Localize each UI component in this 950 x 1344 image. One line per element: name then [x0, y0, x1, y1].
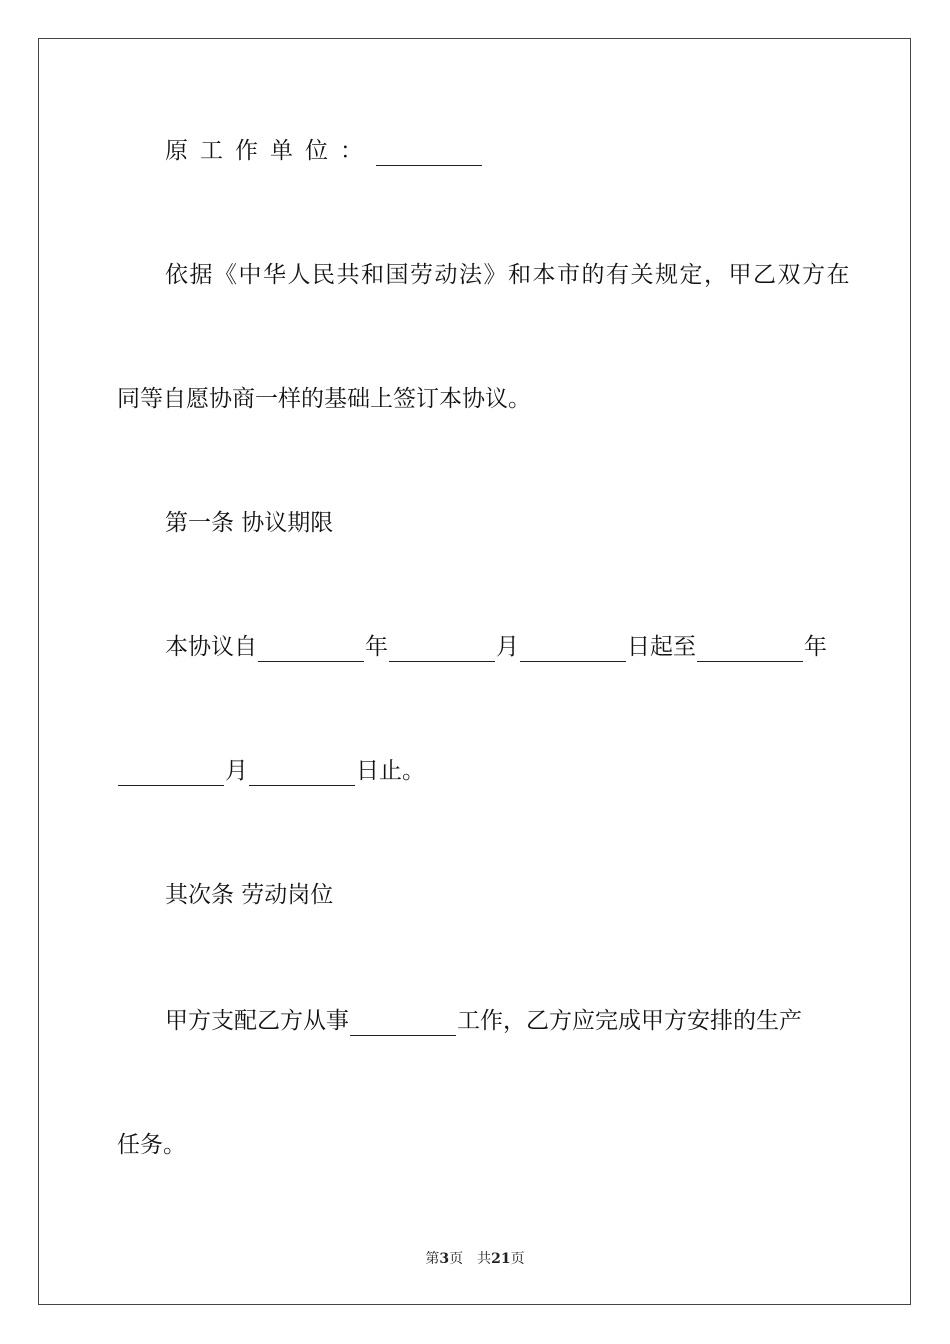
job-end: 任务。 [117, 1132, 186, 1158]
start-day-blank[interactable] [520, 635, 626, 662]
term-day-end-label: 日止。 [356, 758, 425, 784]
page-footer [0, 1248, 950, 1268]
term-start-prefix: 本协议自 [165, 634, 257, 660]
page-prefix: 第 [425, 1251, 440, 1267]
original-unit-line [165, 136, 483, 166]
end-year-blank[interactable] [697, 635, 803, 662]
page-unit: 页 [449, 1251, 464, 1267]
basis-text-1: 依据《中华人民共和国劳动法》和本市的有关规定，甲乙双方在 [165, 262, 851, 288]
term-year2-label: 年 [804, 634, 827, 660]
article2-heading [165, 880, 333, 910]
article1-title: 第一条 协议期限 [165, 510, 334, 536]
term-month-label: 月 [496, 634, 519, 660]
term-line-1 [165, 632, 827, 662]
original-unit-blank[interactable] [376, 139, 482, 166]
basis-text-2: 同等自愿协商一样的基础上签订本协议。 [117, 386, 531, 412]
article1-heading [165, 508, 333, 538]
end-day-blank[interactable] [249, 759, 355, 786]
page-total: 21 [491, 1251, 511, 1267]
original-unit-label: 原工作单位： [165, 138, 375, 164]
total-unit: 页 [510, 1251, 525, 1267]
term-day-from-label: 日起至 [627, 634, 696, 660]
job-suffix: 工作，乙方应完成甲方安排的生产 [457, 1008, 802, 1034]
term-month2-label: 月 [225, 758, 248, 784]
page-current: 3 [439, 1251, 450, 1267]
job-blank[interactable] [350, 1009, 456, 1036]
page-border [38, 38, 911, 1305]
end-month-blank[interactable] [118, 759, 224, 786]
job-line-2 [117, 1130, 186, 1160]
job-prefix: 甲方支配乙方从事 [165, 1008, 349, 1034]
term-year-label: 年 [365, 634, 388, 660]
job-line-1 [165, 1006, 802, 1036]
start-year-blank[interactable] [258, 635, 364, 662]
basis-line-2 [117, 384, 531, 414]
term-line-2 [117, 756, 425, 786]
basis-line-1 [165, 260, 851, 290]
start-month-blank[interactable] [389, 635, 495, 662]
article2-title: 其次条 劳动岗位 [165, 882, 334, 908]
total-prefix: 共 [477, 1251, 492, 1267]
